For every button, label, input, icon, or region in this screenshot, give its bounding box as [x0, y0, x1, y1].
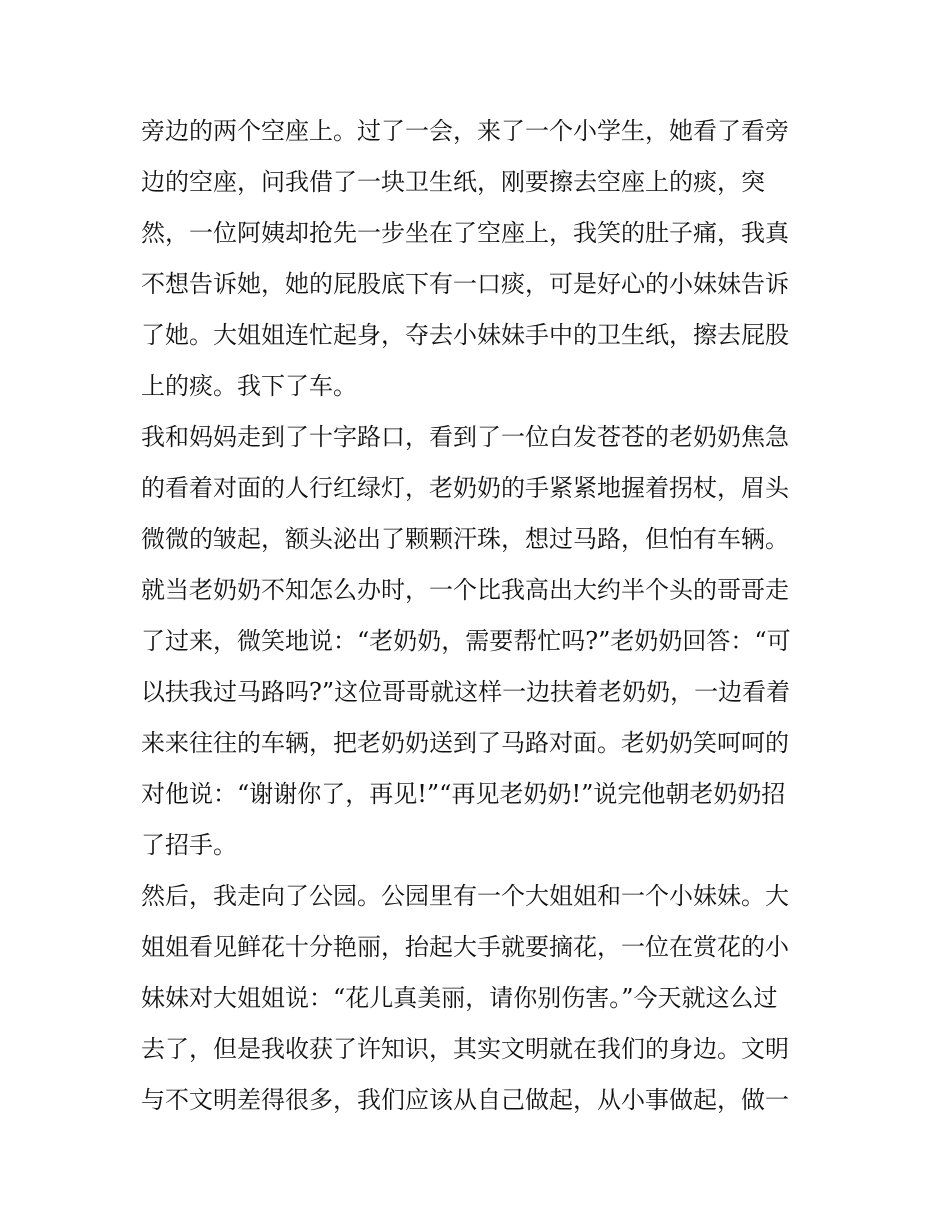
text-line: 了过来，微笑地说：“老奶奶，需要帮忙吗?”老奶奶回答：“可 [141, 627, 791, 655]
text-line: 去了，但是我收获了许知识，其实文明就在我们的身边。文明 [141, 1035, 789, 1063]
text-line: 与不文明差得很多，我们应该从自己做起，从小事做起，做一 [141, 1086, 789, 1114]
text-line: 以扶我过马路吗?”这位哥哥就这样一边扶着老奶奶，一边看着 [141, 678, 791, 706]
text-line: 了她。大姐姐连忙起身，夺去小妹妹手中的卫生纸，擦去屁股 [141, 321, 789, 349]
text-line: 了招手。 [141, 831, 237, 859]
text-line: 然后，我走向了公园。公园里有一个大姐姐和一个小妹妹。大 [141, 882, 789, 910]
text-line: 旁边的两个空座上。过了一会，来了一个小学生，她看了看旁 [141, 117, 789, 145]
text-line: 然，一位阿姨却抢先一步坐在了空座上，我笑的肚子痛，我真 [141, 219, 789, 247]
text-line: 微微的皱起，额头泌出了颗颗汗珠，想过马路，但怕有车辆。 [141, 525, 789, 553]
text-line: 不想告诉她，她的屁股底下有一口痰，可是好心的小妹妹告诉 [141, 270, 789, 298]
text-line: 上的痰。我下了车。 [141, 372, 357, 400]
text-line: 边的空座，问我借了一块卫生纸，刚要擦去空座上的痰，突 [141, 168, 765, 196]
text-line: 来来往往的车辆，把老奶奶送到了马路对面。老奶奶笑呵呵的 [141, 729, 789, 757]
body-text [141, 106, 816, 1126]
text-line: 姐姐看见鲜花十分艳丽，抬起大手就要摘花，一位在赏花的小 [141, 933, 789, 961]
text-line: 的看着对面的人行红绿灯，老奶奶的手紧紧地握着拐杖，眉头 [141, 474, 789, 502]
text-line: 妹妹对大姐姐说：“花儿真美丽，请你别伤害。”今天就这么过 [141, 984, 778, 1012]
text-line: 就当老奶奶不知怎么办时，一个比我高出大约半个头的哥哥走 [141, 576, 789, 604]
text-line: 对他说：“谢谢你了，再见!”“再见老奶奶!”说完他朝老奶奶招 [141, 780, 786, 808]
text-line: 我和妈妈走到了十字路口，看到了一位白发苍苍的老奶奶焦急 [141, 423, 789, 451]
